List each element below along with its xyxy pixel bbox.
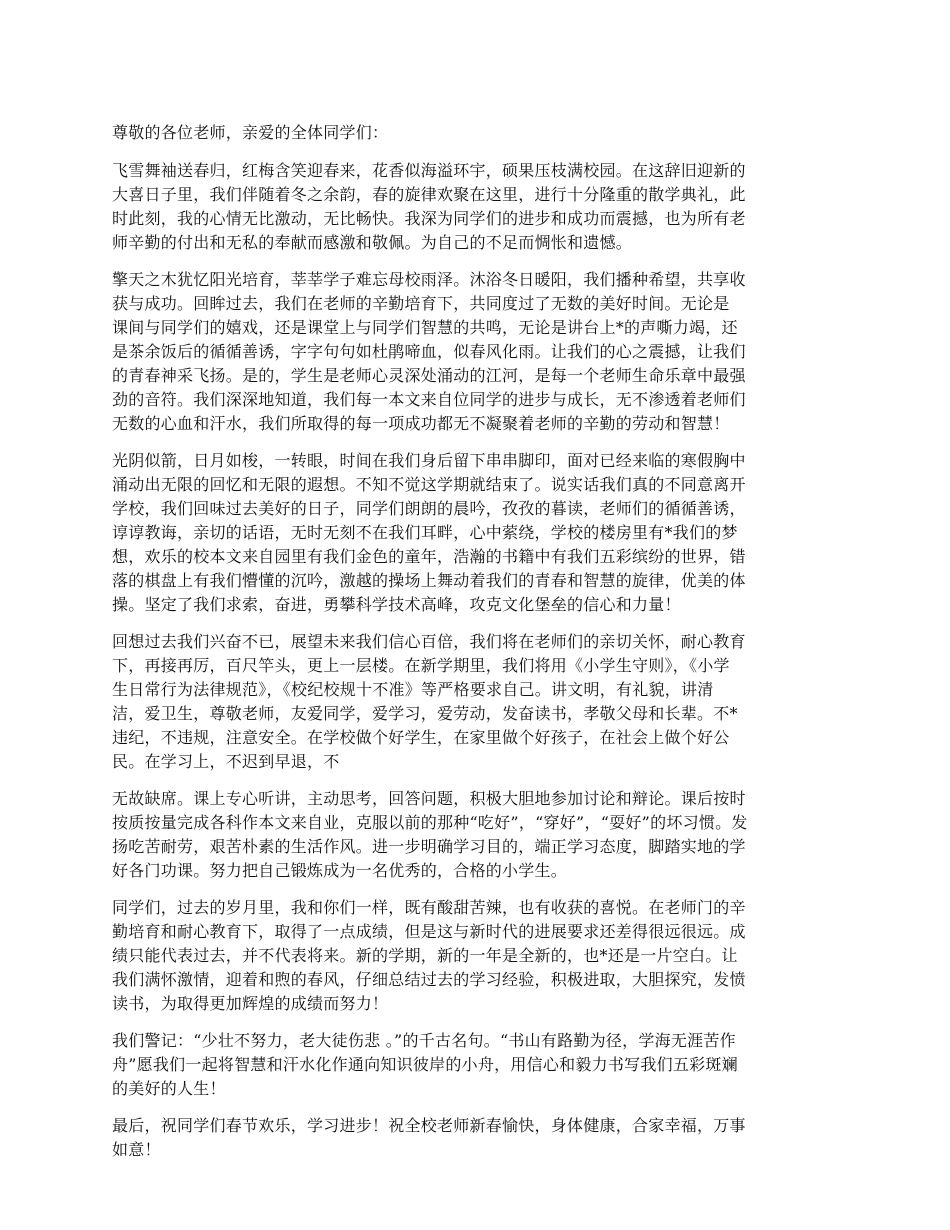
paragraph-line: 获与成功。回眸过去，我们在老师的辛勤培育下，共同度过了无数的美好时间。无论是 bbox=[112, 294, 730, 313]
paragraph-line: 大喜日子里，我们伴随着冬之余韵，春的旋律欢聚在这里，进行十分隆重的散学典礼，此 bbox=[112, 185, 746, 204]
paragraph-4 bbox=[112, 630, 838, 774]
paragraph-line: 飞雪舞袖送春归，红梅含笑迎春来，花香似海溢环宇，硕果压枝满校园。在这辞旧迎新的 bbox=[112, 161, 746, 180]
paragraph-8 bbox=[112, 1114, 838, 1162]
paragraph-line: 无故缺席。课上专心听讲，主动思考，回答问题，积极大胆地参加讨论和辩论。课后按时 bbox=[112, 789, 746, 808]
paragraph-line: 谆谆教诲，亲切的话语，无时无刻不在我们耳畔，心中萦绕，学校的楼房里有*我们的梦 bbox=[112, 523, 738, 542]
paragraph-line: 学校，我们回味过去美好的日子，同学们朗朗的晨吟，孜孜的暮读，老师们的循循善诱， bbox=[112, 499, 746, 518]
paragraph-line: 按质按量完成各科作本文来自业，克服以前的那种“吃好”，“穿好”，“耍好”的坏习惯。发 bbox=[112, 813, 748, 832]
document-body bbox=[112, 121, 838, 1175]
paragraph-line: 我们满怀激情，迎着和煦的春风，仔细总结过去的学习经验，积极进取，大胆探究，发愤 bbox=[112, 970, 746, 989]
paragraph-line: 民。在学习上，不迟到早退，不 bbox=[112, 752, 340, 771]
paragraph-line: 扬吃苦耐劳，艰苦朴素的生活作风。进一步明确学习目的，端正学习态度，脚踏实地的学 bbox=[112, 837, 746, 856]
paragraph-line: 想，欢乐的校本文来自园里有我们金色的童年，浩瀚的书籍中有我们五彩缤纷的世界，错 bbox=[112, 547, 746, 566]
paragraph-3 bbox=[112, 449, 838, 617]
paragraph-line: 绩只能代表过去，并不代表将来。新的学期，新的一年是全新的，也*还是一片空白。让 bbox=[112, 946, 738, 965]
paragraph-line: 擎天之木犹忆阳光培育，莘莘学子难忘母校雨泽。沐浴冬日暖阳，我们播种希望，共享收 bbox=[112, 270, 746, 289]
paragraph-line: 涌动出无限的回忆和无限的遐想。不知不觉这学期就结束了。说实话我们真的不同意离开 bbox=[112, 475, 746, 494]
greeting: 尊敬的各位老师，亲爱的全体同学们： bbox=[112, 123, 389, 142]
paragraph-7 bbox=[112, 1029, 838, 1101]
paragraph-line: 读书，为取得更加辉煌的成绩而努力！ bbox=[112, 994, 389, 1013]
paragraph-line: 师辛勤的付出和无私的奉献而感激和敬佩。为自己的不足而惆怅和遗憾。 bbox=[112, 233, 633, 252]
paragraph-line: 生日常行为法律规范》，《校纪校规十不准》等严格要求自己。讲文明，有礼貌，讲清 bbox=[112, 680, 714, 699]
paragraph-line: 违纪，不违规，注意安全。在学校做个好学生，在家里做个好孩子，在社会上做个好公 bbox=[112, 728, 730, 747]
paragraph-line: 下，再接再厉，百尺竿头，更上一层楼。在新学期里，我们将用《小学生守则》，《小学 bbox=[112, 656, 730, 675]
paragraph-1 bbox=[112, 159, 838, 255]
paragraph-line: 我们警记：“少壮不努力，老大徒伤悲 。”的千古名句。“书山有路勤为径，学海无涯苦作 bbox=[112, 1031, 736, 1050]
paragraph-line: 落的棋盘上有我们懵懂的沉吟，激越的操场上舞动着我们的青春和智慧的旋律，优美的体 bbox=[112, 571, 746, 590]
paragraph-5 bbox=[112, 787, 838, 883]
paragraph-line: 最后，祝同学们春节欢乐，学习进步！祝全校老师新春愉快，身体健康，合家幸福，万事 bbox=[112, 1116, 746, 1135]
paragraph-line: 勤培育和耐心教育下，取得了一点成绩，但是这与新时代的进展要求还差得很远很远。成 bbox=[112, 922, 746, 941]
paragraph-6 bbox=[112, 896, 838, 1016]
paragraph-line: 同学们，过去的岁月里，我和你们一样，既有酸甜苦辣，也有收获的喜悦。在老师门的辛 bbox=[112, 898, 746, 917]
paragraph-line: 劲的音符。我们深深地知道，我们每一本文来自位同学的进步与成长，无不渗透着老师们 bbox=[112, 390, 746, 409]
paragraph-line: 操。坚定了我们求索，奋进，勇攀科学技术高峰，攻克文化堡垒的信心和力量！ bbox=[112, 595, 681, 614]
paragraph-line: 洁，爱卫生，尊敬老师，友爱同学，爱学习，爱劳动，发奋读书，孝敬父母和长辈。不* bbox=[112, 704, 738, 723]
paragraph-line: 课间与同学们的嬉戏，还是课堂上与同学们智慧的共鸣，无论是讲台上*的声嘶力竭，还 bbox=[112, 318, 738, 337]
paragraph-line: 的青春神采飞扬。是的，学生是老师心灵深处涌动的江河，是每一个老师生命乐章中最强 bbox=[112, 366, 746, 385]
paragraph-line: 的美好的人生！ bbox=[112, 1079, 226, 1098]
paragraph-line: 舟”愿我们一起将智慧和汗水化作通向知识彼岸的小舟，用信心和毅力书写我们五彩斑斓 bbox=[112, 1055, 738, 1074]
paragraph-2 bbox=[112, 268, 838, 436]
paragraph-line: 无数的心血和汗水，我们所取得的每一项成功都无不凝聚着老师的辛勤的劳动和智慧！ bbox=[112, 414, 730, 433]
paragraph-line: 光阴似箭，日月如梭，一转眼，时间在我们身后留下串串脚印，面对已经来临的寒假胸中 bbox=[112, 451, 746, 470]
paragraph-line: 好各门功课。努力把自己锻炼成为一名优秀的，合格的小学生。 bbox=[112, 861, 568, 880]
paragraph-line: 回想过去我们兴奋不已，展望未来我们信心百倍，我们将在老师们的亲切关怀，耐心教育 bbox=[112, 632, 746, 651]
paragraph-line: 如意！ bbox=[112, 1140, 161, 1159]
paragraph-line: 时此刻，我的心情无比激动，无比畅快。我深为同学们的进步和成功而震撼，也为所有老 bbox=[112, 209, 746, 228]
paragraph-line: 是茶余饭后的循循善诱，字字句句如杜鹃啼血，似春风化雨。让我们的心之震撼，让我们 bbox=[112, 342, 746, 361]
